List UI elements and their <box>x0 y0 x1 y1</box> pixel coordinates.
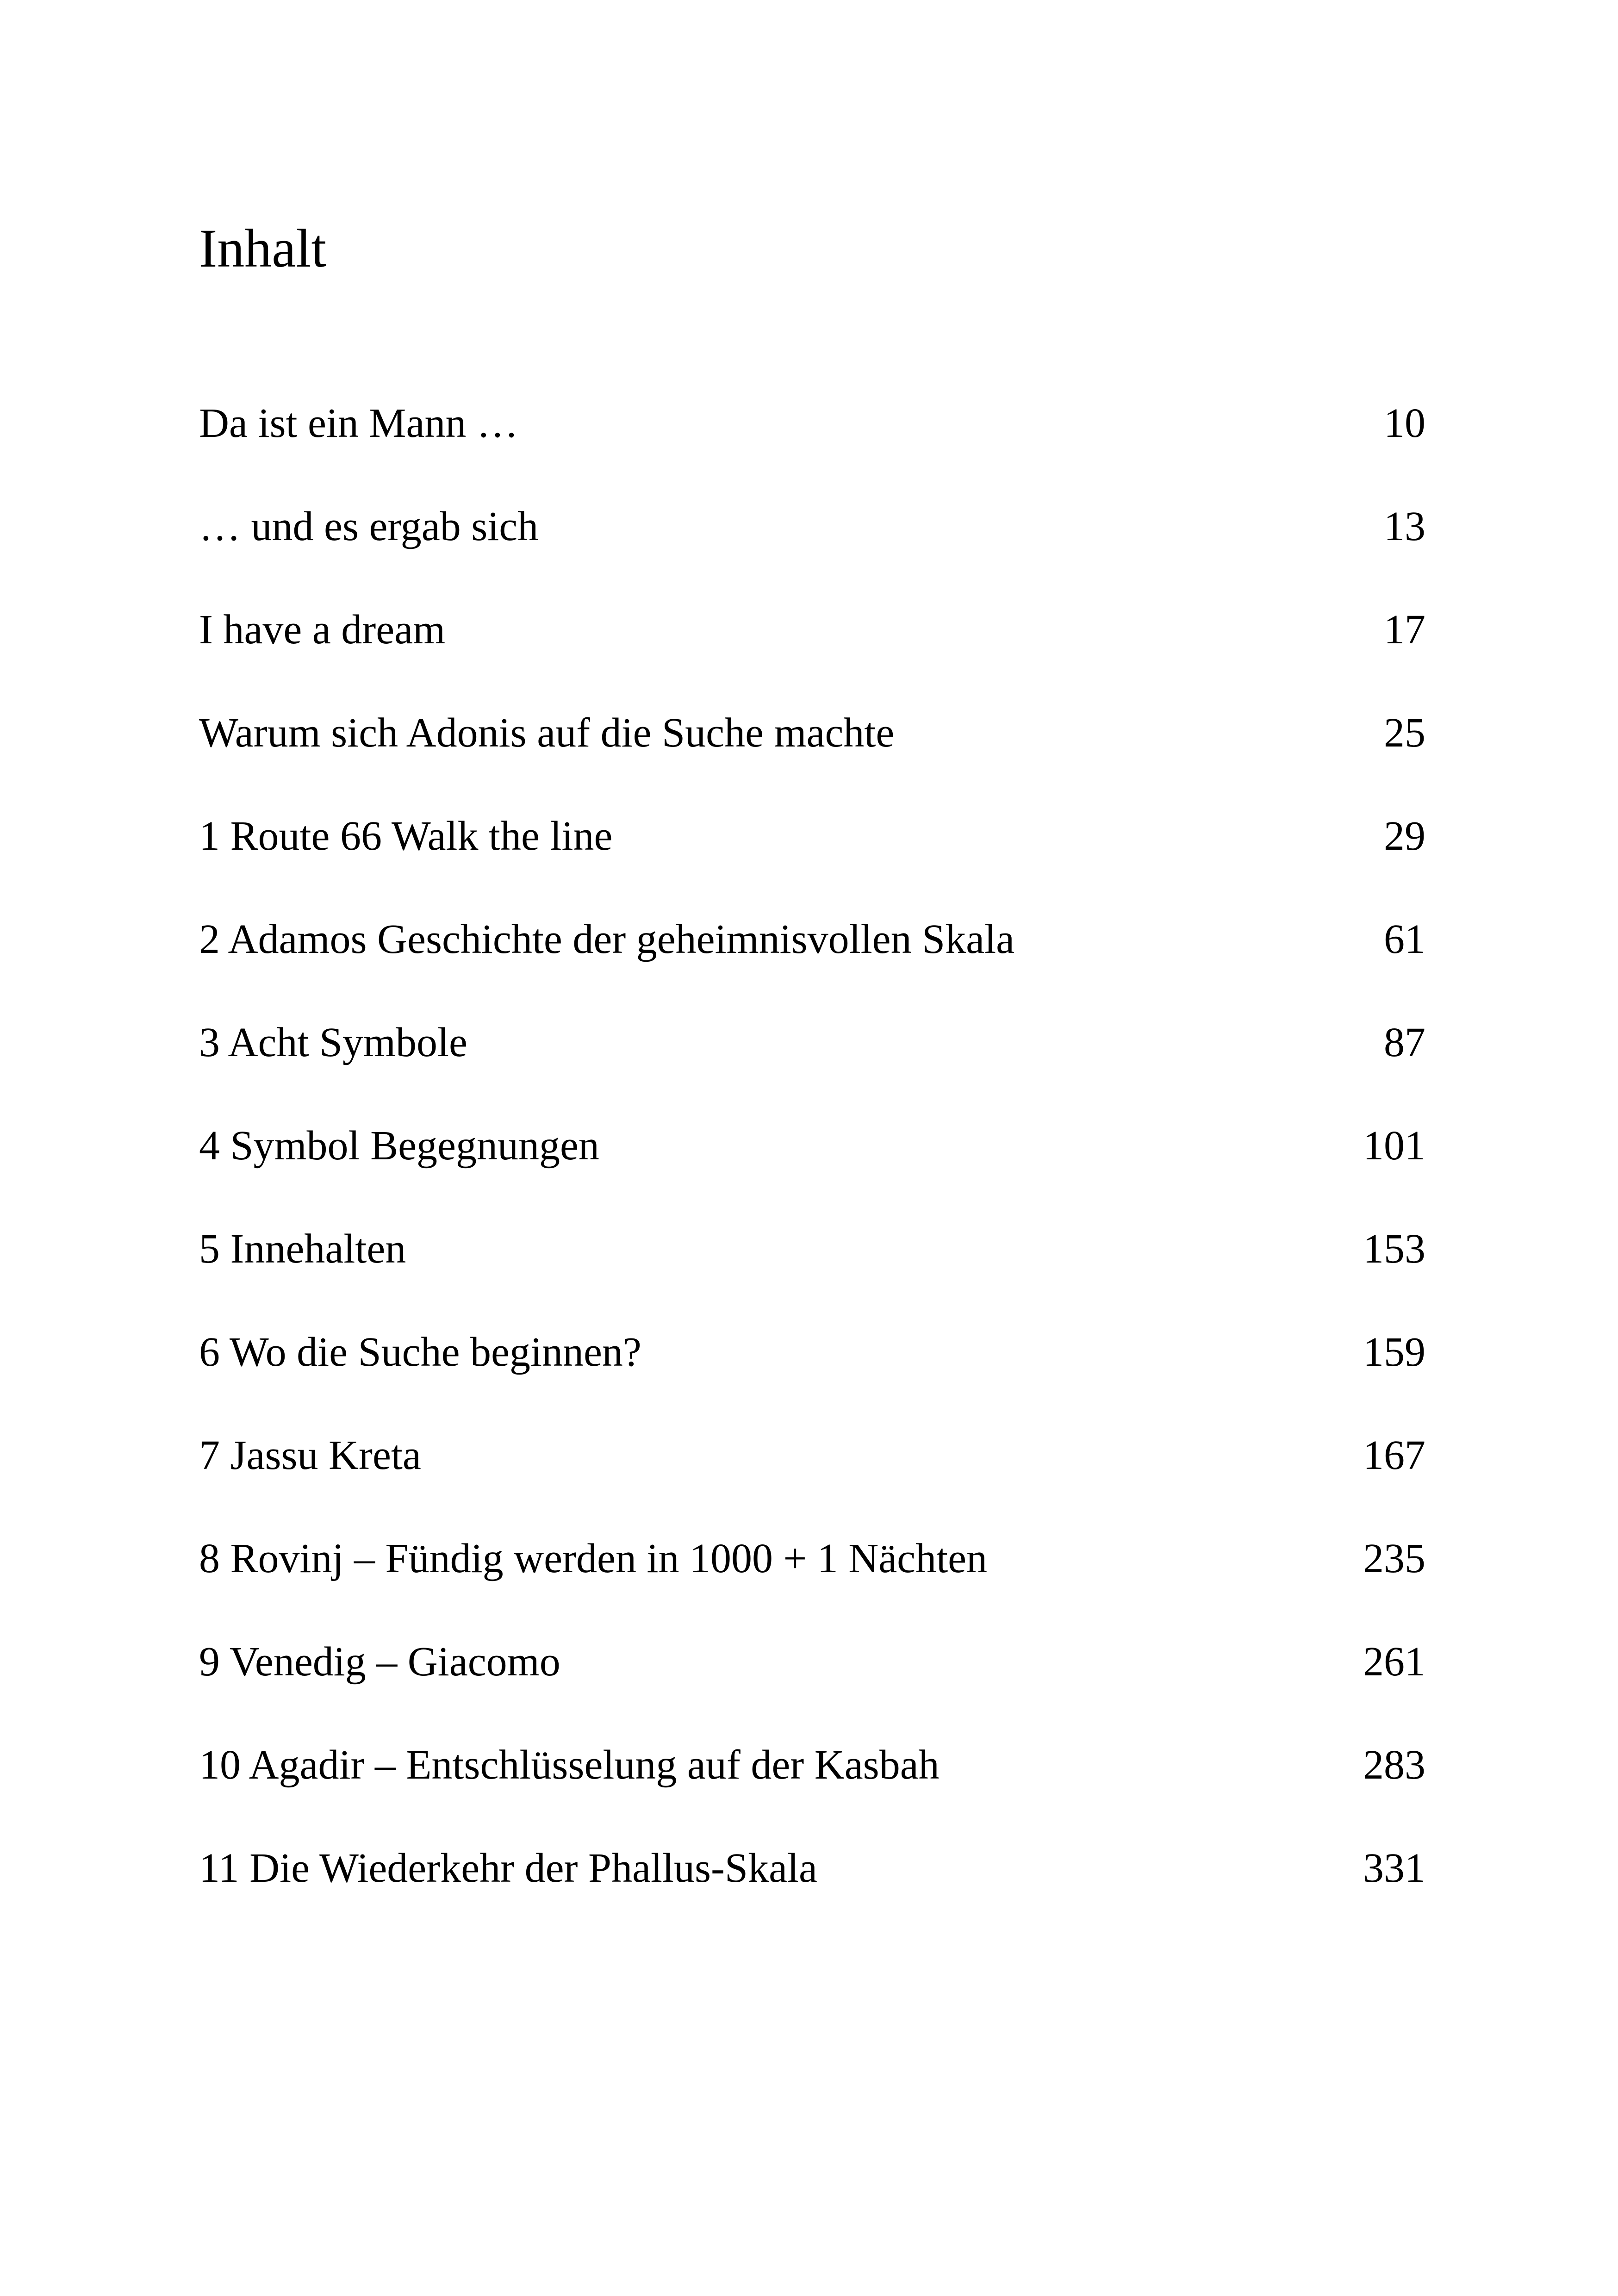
toc-entry <box>199 1845 1425 1951</box>
toc-entry-title: 10 Agadir – Entschlüsselung auf der Kasbah <box>199 1742 940 1788</box>
table-of-contents <box>199 400 1425 1951</box>
toc-entry-title: … und es ergab sich <box>199 504 539 549</box>
toc-entry <box>199 712 1425 815</box>
toc-entry <box>199 1125 1425 1228</box>
toc-entry-page-number: 17 <box>1384 607 1425 653</box>
toc-entry-page-number: 13 <box>1384 504 1425 549</box>
toc-entry-page-number: 61 <box>1384 916 1425 962</box>
toc-entry-title: 1 Route 66 Walk the line <box>199 813 613 859</box>
toc-entry-page-number: 87 <box>1384 1020 1425 1065</box>
toc-entry-title: 9 Venedig – Giacomo <box>199 1639 560 1685</box>
toc-entry <box>199 1329 1425 1435</box>
toc-entry <box>199 1641 1425 1744</box>
toc-entry-title: 11 Die Wiederkehr der Phallus-Skala <box>199 1845 817 1891</box>
toc-entry-page-number: 25 <box>1384 710 1425 756</box>
toc-entry-page-number: 10 <box>1384 400 1425 446</box>
toc-entry-title: I have a dream <box>199 607 446 653</box>
toc-entry <box>199 916 1425 1022</box>
toc-entry-page-number: 29 <box>1384 813 1425 859</box>
toc-entry-title: 3 Acht Symbole <box>199 1020 467 1065</box>
toc-entry-title: 4 Symbol Begegnungen <box>199 1123 599 1169</box>
toc-entry <box>199 609 1425 712</box>
toc-entry <box>199 400 1425 506</box>
page-title: Inhalt <box>199 218 327 279</box>
toc-entry <box>199 1022 1425 1125</box>
toc-entry-page-number: 167 <box>1363 1432 1425 1478</box>
toc-entry-title: 8 Rovinj – Fündig werden in 1000 + 1 Nächten <box>199 1536 988 1581</box>
toc-entry <box>199 815 1425 919</box>
toc-entry-page-number: 283 <box>1363 1742 1425 1788</box>
toc-entry-page-number: 159 <box>1363 1329 1425 1375</box>
toc-entry-title: 6 Wo die Suche beginnen? <box>199 1329 641 1375</box>
toc-entry <box>199 506 1425 609</box>
toc-entry-title: Da ist ein Mann … <box>199 400 518 446</box>
toc-entry <box>199 1744 1425 1848</box>
toc-entry <box>199 1228 1425 1332</box>
toc-entry-title: 2 Adamos Geschichte der geheimnisvollen Skala <box>199 916 1015 962</box>
toc-entry-page-number: 261 <box>1363 1639 1425 1685</box>
toc-entry-page-number: 153 <box>1363 1226 1425 1272</box>
toc-entry-page-number: 235 <box>1363 1536 1425 1581</box>
toc-entry-page-number: 331 <box>1363 1845 1425 1891</box>
toc-entry-title: 7 Jassu Kreta <box>199 1432 421 1478</box>
toc-entry-title: 5 Innehalten <box>199 1226 406 1272</box>
toc-entry-title: Warum sich Adonis auf die Suche machte <box>199 710 895 756</box>
toc-entry-page-number: 101 <box>1363 1123 1425 1169</box>
toc-entry <box>199 1432 1425 1538</box>
toc-entry <box>199 1538 1425 1641</box>
